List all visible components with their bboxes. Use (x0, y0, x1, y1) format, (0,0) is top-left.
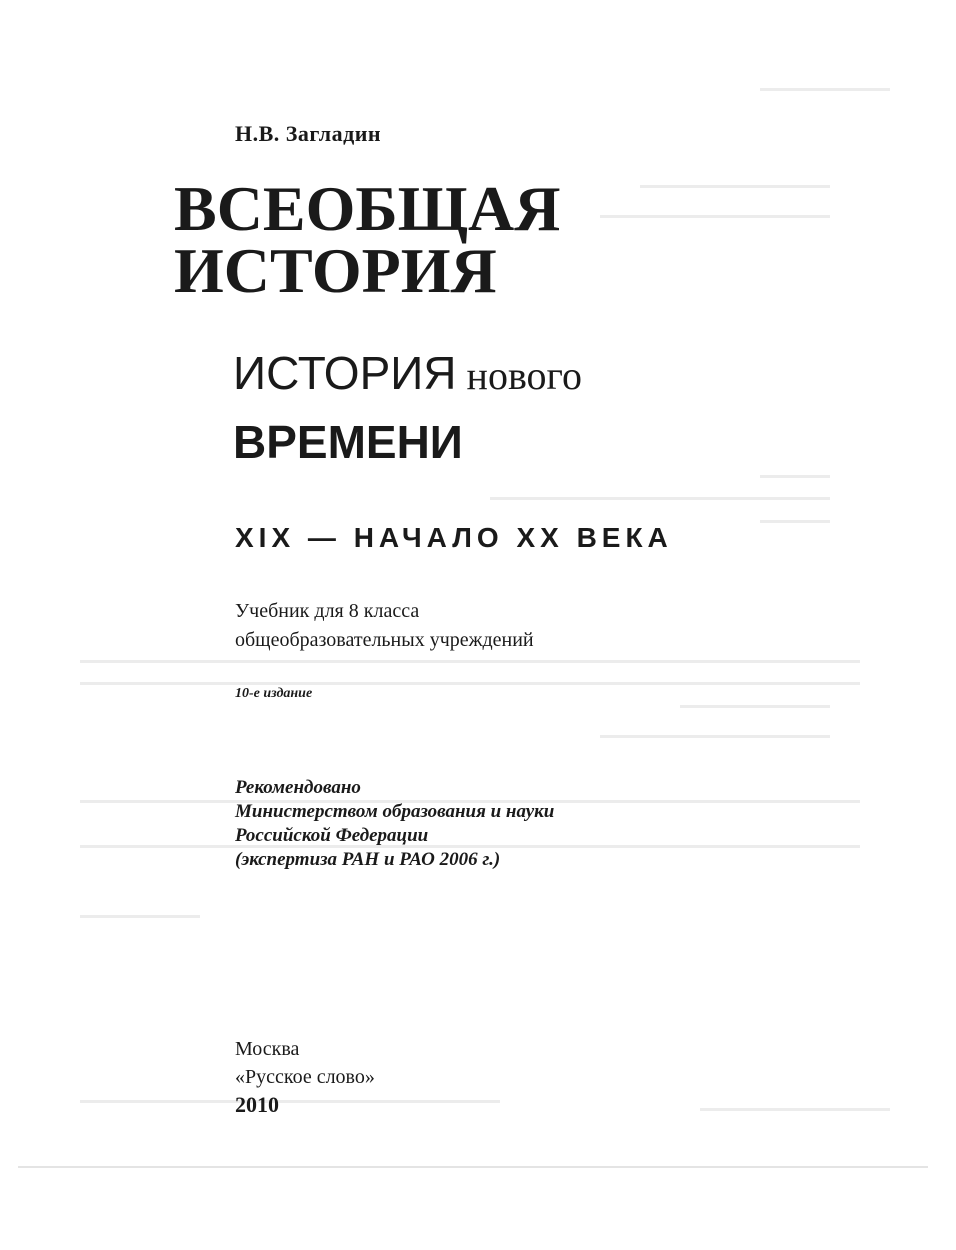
bleed-through-mark (80, 660, 860, 663)
bleed-through-mark (80, 682, 860, 685)
subtitle-word: нового (456, 353, 582, 398)
bleed-through-mark (490, 497, 830, 500)
imprint-year: 2010 (235, 1092, 279, 1117)
recommendation-line: Российской Федерации (235, 825, 429, 846)
bleed-through-mark (600, 735, 830, 738)
bleed-through-mark (760, 88, 890, 91)
recommendation-note (235, 776, 554, 872)
main-title-line: ИСТОРИЯ (174, 235, 497, 306)
bleed-through-mark (80, 915, 200, 918)
recommendation-line: Рекомендовано (235, 777, 361, 798)
recommendation-line: (экспертиза РАН и РАО 2006 г.) (235, 849, 501, 870)
main-title (174, 173, 561, 306)
bleed-through-mark (600, 215, 830, 218)
recommendation-line: Министерством образования и науки (235, 801, 555, 822)
book-description (235, 597, 534, 655)
imprint-publisher: «Русское слово» (235, 1066, 375, 1088)
bleed-through-mark (640, 185, 830, 188)
subtitle-line (233, 345, 582, 413)
imprint (235, 1035, 375, 1119)
imprint-city: Москва (235, 1038, 300, 1060)
author-name: Н.В. Загладин (235, 121, 382, 146)
bleed-through-mark (700, 1108, 890, 1111)
description-line: Учебник для 8 класса (235, 600, 420, 622)
subtitle (233, 345, 582, 471)
main-title-line: ВСЕОБЩАЯ (174, 173, 561, 244)
period-heading: XIX — НАЧАЛО XX ВЕКА (235, 522, 673, 553)
bleed-through-mark (680, 705, 830, 708)
subtitle-word: ИСТОРИЯ (233, 347, 457, 399)
bleed-through-mark (760, 520, 830, 523)
page-edge-line (18, 1166, 928, 1168)
description-line: общеобразовательных учреждений (235, 629, 534, 651)
bleed-through-mark (760, 475, 830, 478)
subtitle-line: ВРЕМЕНИ (233, 416, 463, 468)
edition-label: 10-е издание (235, 686, 313, 701)
